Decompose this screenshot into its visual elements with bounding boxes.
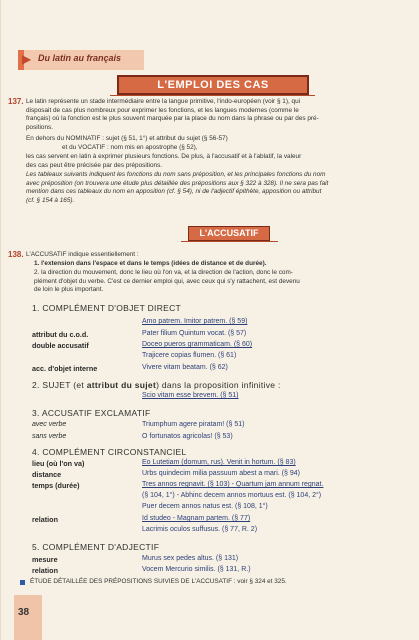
paragraph-138-line1: L'ACCUSATIF indique essentiellement : — [26, 251, 139, 258]
accusatif-title: L'ACCUSATIF — [188, 226, 270, 241]
section-number-138: 138. — [8, 250, 24, 259]
page-number: 38 — [18, 607, 30, 618]
example-relation-2: Lacrimis oculos suffusus. (§ 77, R. 2) — [142, 526, 258, 533]
example-temps-2: (§ 104, 1°) - Abhinc decem annos mortuus est. (§ 104, 2°) — [142, 492, 322, 499]
label-avec-verbe: avec verbe — [32, 421, 67, 428]
title-divider — [110, 95, 315, 96]
example-avec-verbe: Triumphum agere piratam! (§ 51) — [142, 421, 245, 428]
label-objet-interne: acc. d'objet interne — [32, 364, 98, 373]
paragraph-137-line5: En dehors du NOMINATIF : sujet (§ 51, 1°) et attribut du sujet (§ 56-57) — [26, 135, 228, 142]
label-attribut-cod: attribut du c.o.d. — [32, 330, 89, 339]
paragraph-137-line11: mention dans ces tableaux du nom en apposition (cf. § 54), ni de l'adjectif épithète, apposition ou attribut — [26, 188, 322, 195]
paragraph-138-line2: 1. l'extension dans l'espace et dans le temps (idées de distance et de durée). — [34, 260, 267, 267]
example-attribut-cod: Pater filium Quintum vocat. (§ 57) — [142, 330, 247, 337]
label-sans-verbe: sans verbe — [32, 433, 67, 440]
section-title: L'EMPLOI DES CAS — [117, 75, 309, 95]
section-number-137: 137. — [8, 97, 24, 106]
paragraph-137-line1: Le latin représente un stade intermédiaire entre la langue primitive, l'indo-européen (voir § 1), qui — [26, 98, 301, 105]
example-relation-1: Id studeo - Magnam partem. (§ 77) — [142, 515, 251, 522]
example-objet-interne: Vivere vitam beatam. (§ 62) — [142, 364, 228, 371]
paragraph-137-line9: Les tableaux suivants indiquent les fonctions du nom sans préposition, et les principales fonctions du nom — [26, 171, 326, 178]
arrow-icon: ▶ — [22, 52, 32, 66]
paragraph-138-line3: 2. la direction du mouvement, donc le lieu où l'on va, et la direction de l'action, donc le com- — [34, 269, 293, 276]
label-lieu: lieu (où l'on va) — [32, 459, 85, 468]
accusatif-divider — [181, 241, 278, 242]
example-mesure: Murus sex pedes altus. (§ 131) — [142, 555, 239, 562]
example-distance: Urbs quindecim milia passuum abest a mari. (§ 94) — [142, 470, 300, 477]
paragraph-138-line5: de loin le plus important. — [34, 286, 104, 293]
label-relation-adjectif: relation — [32, 566, 58, 575]
paragraph-138-line4: plément d'objet du verbe. C'est ce dernier emploi qui, avec ceux qui s'y rattachent, est devenu — [34, 277, 300, 285]
paragraph-137-line4: positions. — [26, 123, 53, 131]
example-double-accusatif: Doceo pueros grammaticam. (§ 60) — [142, 341, 253, 348]
label-relation: relation — [32, 515, 58, 524]
heading-complement-objet-direct: 1. COMPLÉMENT D'OBJET DIRECT — [32, 303, 182, 313]
example-sans-verbe: O fortunatos agricolas! (§ 53) — [142, 433, 233, 440]
heading-complement-circonstanciel: 4. COMPLÉMENT CIRCONSTANCIEL — [32, 447, 187, 457]
example-double-accusatif-2: Trajicere copias flumen. (§ 61) — [142, 352, 237, 359]
footer-note: ÉTUDE DÉTAILLÉE DES PRÉPOSITIONS SUIVIES DE L'ACCUSATIF : voir § 324 et 325. — [30, 578, 287, 585]
label-double-accusatif: double accusatif — [32, 341, 89, 350]
example-relation-adjectif: Vocem Mercurio similis. (§ 131, R.) — [142, 566, 251, 573]
paragraph-137-line8: des cas peut être précisée par des prépositions. — [26, 161, 163, 169]
heading-sujet: 2. SUJET (et attribut du sujet) dans la proposition infinitive : — [32, 380, 281, 390]
example-sujet: Scio vitam esse brevem. (§ 51) — [142, 392, 239, 399]
label-temps: temps (durée) — [32, 481, 80, 490]
page-edge — [0, 0, 1, 640]
heading-accusatif-exclamatif: 3. ACCUSATIF EXCLAMATIF — [32, 408, 151, 418]
example-temps-1: Tres annos regnavit. (§ 103) - Quartum jam annum regnat. — [142, 481, 324, 488]
example-temps-3: Puer decem annos natus est. (§ 108, 1°) — [142, 503, 268, 510]
label-mesure: mesure — [32, 555, 58, 564]
paragraph-137-line6: et du VOCATIF : nom mis en apostrophe (§ 52), — [62, 143, 198, 151]
paragraph-137-line12: (cf. § 154 à 165). — [26, 196, 75, 204]
example-lieu: Eo Lutetiam (domum, rus). Venit in hortum. (§ 83) — [142, 459, 296, 466]
paragraph-137-line3: français) où la fonction est le plus souvent marquée par la place du nom dans la phrase ou par des pré- — [26, 115, 319, 122]
example-cod: Amo patrem. Imitor patrem. (§ 59) — [142, 318, 248, 325]
heading-complement-adjectif: 5. COMPLÉMENT D'ADJECTIF — [32, 542, 160, 552]
paragraph-137-line2: disposait de cas plus nombreux pour exprimer les fonctions, et les langues modernes (comme le — [26, 106, 299, 114]
square-bullet-icon — [20, 580, 25, 585]
label-distance: distance — [32, 470, 62, 479]
paragraph-137-line7: les cas servent en latin à exprimer plusieurs fonctions. De plus, à l'accusatif et à l'ablatif, la valeur — [26, 153, 302, 160]
chapter-title: Du latin au français — [38, 53, 122, 63]
paragraph-137-line10: avec préposition (on trouvera une étude plus détaillée des prépositions aux § 322 à 328). Il ne sera pas fait — [26, 179, 329, 187]
